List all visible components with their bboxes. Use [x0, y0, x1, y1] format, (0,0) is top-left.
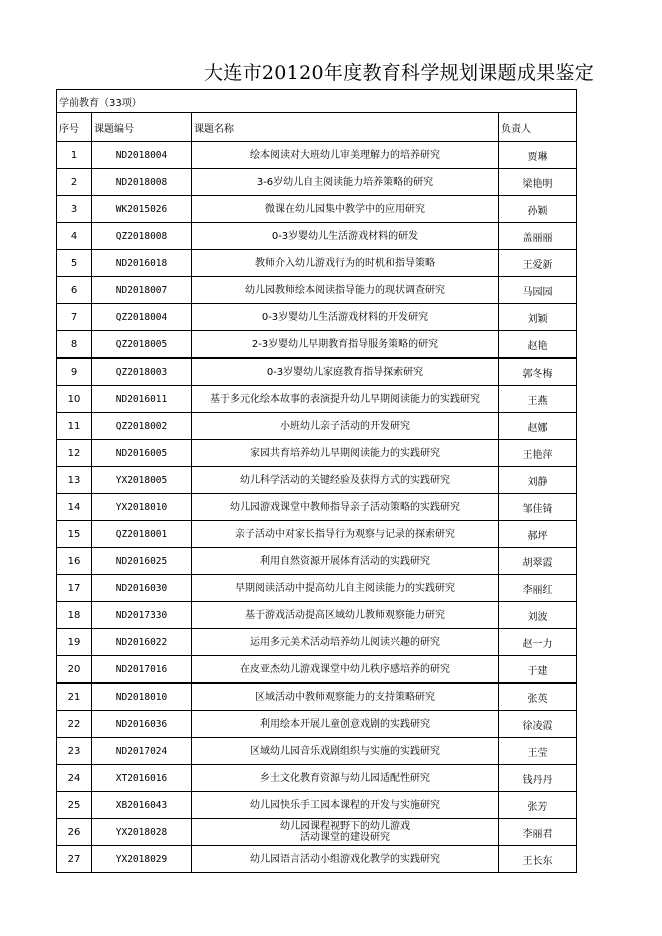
- row-code-cell: QZ2018001: [92, 521, 192, 548]
- row-seq-cell: 21: [57, 683, 92, 711]
- table-row: [57, 629, 577, 656]
- row-leader-cell: 李丽红: [499, 575, 577, 602]
- row-code-cell: QZ2018005: [92, 331, 192, 359]
- row-name-cell: 绘本阅读对大班幼儿审美理解力的培养研究: [192, 142, 499, 169]
- row-code-cell: QZ2018004: [92, 304, 192, 331]
- row-seq-cell: 1: [57, 142, 92, 169]
- row-seq-cell: 5: [57, 250, 92, 277]
- row-name-cell: 基于多元化绘本故事的表演提升幼儿早期阅读能力的实践研究: [192, 386, 499, 413]
- table-row: [57, 494, 577, 521]
- table-row: [57, 304, 577, 331]
- row-seq-cell: 26: [57, 819, 92, 846]
- table-row: [57, 521, 577, 548]
- row-leader-cell: 王长东: [499, 846, 577, 873]
- table-row: [57, 223, 577, 250]
- row-leader-cell: 钱丹丹: [499, 765, 577, 792]
- row-leader-cell: 王莹: [499, 738, 577, 765]
- row-seq-cell: 16: [57, 548, 92, 575]
- row-leader-cell: 邹佳锜: [499, 494, 577, 521]
- row-seq-cell: 23: [57, 738, 92, 765]
- row-name-cell: 区域活动中教师观察能力的支持策略研究: [192, 683, 499, 711]
- row-leader-cell: 贾琳: [499, 142, 577, 169]
- row-leader-cell: 于建: [499, 656, 577, 684]
- table-row: [57, 765, 577, 792]
- header-row: [57, 113, 577, 142]
- row-code-cell: ND2018004: [92, 142, 192, 169]
- table-row: [57, 575, 577, 602]
- header-name: 课题名称: [192, 113, 499, 142]
- row-leader-cell: 张芳: [499, 792, 577, 819]
- row-seq-cell: 7: [57, 304, 92, 331]
- category-row: [57, 90, 577, 113]
- table-row: [57, 819, 577, 846]
- row-seq-cell: 3: [57, 196, 92, 223]
- table-row: [57, 548, 577, 575]
- row-name-cell: 早期阅读活动中提高幼儿自主阅读能力的实践研究: [192, 575, 499, 602]
- row-code-cell: ND2018010: [92, 683, 192, 711]
- row-code-cell: YX2018029: [92, 846, 192, 873]
- row-code-cell: ND2017330: [92, 602, 192, 629]
- row-code-cell: ND2018007: [92, 277, 192, 304]
- row-name-cell: 利用绘本开展儿童创意戏剧的实践研究: [192, 711, 499, 738]
- row-leader-cell: 刘波: [499, 602, 577, 629]
- table-row: [57, 792, 577, 819]
- row-code-cell: ND2017016: [92, 656, 192, 684]
- table-row: [57, 711, 577, 738]
- row-seq-cell: 15: [57, 521, 92, 548]
- row-leader-cell: 孙颖: [499, 196, 577, 223]
- row-seq-cell: 27: [57, 846, 92, 873]
- category-label: 学前教育（33项）: [57, 90, 577, 113]
- row-seq-cell: 24: [57, 765, 92, 792]
- table-row: [57, 846, 577, 873]
- row-leader-cell: 李丽君: [499, 819, 577, 846]
- row-name-cell: 微课在幼儿园集中教学中的应用研究: [192, 196, 499, 223]
- row-name-cell: 幼儿园教师绘本阅读指导能力的现状调查研究: [192, 277, 499, 304]
- row-name-cell: 幼儿科学活动的关键经验及获得方式的实践研究: [192, 467, 499, 494]
- header-leader: 负责人: [499, 113, 577, 142]
- row-seq-cell: 2: [57, 169, 92, 196]
- row-seq-cell: 6: [57, 277, 92, 304]
- table-row: [57, 250, 577, 277]
- row-code-cell: YX2018005: [92, 467, 192, 494]
- row-leader-cell: 郭冬梅: [499, 358, 577, 386]
- table-row: [57, 142, 577, 169]
- table-row: [57, 413, 577, 440]
- row-code-cell: ND2016022: [92, 629, 192, 656]
- row-leader-cell: 张英: [499, 683, 577, 711]
- row-leader-cell: 刘静: [499, 467, 577, 494]
- row-seq-cell: 9: [57, 358, 92, 386]
- table-row: [57, 656, 577, 684]
- row-code-cell: ND2018008: [92, 169, 192, 196]
- row-code-cell: ND2016036: [92, 711, 192, 738]
- table-row: [57, 358, 577, 386]
- row-leader-cell: 郝坪: [499, 521, 577, 548]
- row-leader-cell: 徐凌霞: [499, 711, 577, 738]
- row-code-cell: XT2016016: [92, 765, 192, 792]
- row-seq-cell: 12: [57, 440, 92, 467]
- header-seq: 序号: [57, 113, 92, 142]
- row-code-cell: ND2016011: [92, 386, 192, 413]
- table-row: [57, 440, 577, 467]
- row-name-cell: 2-3岁婴幼儿早期教育指导服务策略的研究: [192, 331, 499, 359]
- row-name-cell: 幼儿园游戏课堂中教师指导亲子活动策略的实践研究: [192, 494, 499, 521]
- row-name-cell: 利用自然资源开展体育活动的实践研究: [192, 548, 499, 575]
- row-name-cell: 幼儿园课程视野下的幼儿游戏 活动课堂的建设研究: [192, 819, 499, 846]
- row-seq-cell: 10: [57, 386, 92, 413]
- row-code-cell: XB2016043: [92, 792, 192, 819]
- row-leader-cell: 盖丽丽: [499, 223, 577, 250]
- table-row: [57, 467, 577, 494]
- row-code-cell: QZ2018002: [92, 413, 192, 440]
- row-name-cell: 基于游戏活动提高区域幼儿教师观察能力研究: [192, 602, 499, 629]
- row-seq-cell: 18: [57, 602, 92, 629]
- row-name-cell: 幼儿园语言活动小组游戏化教学的实践研究: [192, 846, 499, 873]
- row-name-cell: 区域幼儿园音乐戏剧组织与实施的实践研究: [192, 738, 499, 765]
- row-seq-cell: 17: [57, 575, 92, 602]
- row-code-cell: ND2016005: [92, 440, 192, 467]
- table-row: [57, 331, 577, 359]
- table-row: [57, 196, 577, 223]
- row-code-cell: ND2017024: [92, 738, 192, 765]
- row-name-cell: 教师介入幼儿游戏行为的时机和指导策略: [192, 250, 499, 277]
- row-name-cell: 0-3岁婴幼儿生活游戏材料的研发: [192, 223, 499, 250]
- row-name-cell: 家园共育培养幼儿早期阅读能力的实践研究: [192, 440, 499, 467]
- row-leader-cell: 胡翠霞: [499, 548, 577, 575]
- row-code-cell: YX2018010: [92, 494, 192, 521]
- row-name-cell: 在皮亚杰幼儿游戏课堂中幼儿秩序感培养的研究: [192, 656, 499, 684]
- row-leader-cell: 赵一力: [499, 629, 577, 656]
- table-row: [57, 277, 577, 304]
- row-code-cell: QZ2018008: [92, 223, 192, 250]
- row-leader-cell: 赵娜: [499, 413, 577, 440]
- table-row: [57, 602, 577, 629]
- table-row: [57, 683, 577, 711]
- row-seq-cell: 13: [57, 467, 92, 494]
- row-code-cell: ND2016030: [92, 575, 192, 602]
- row-leader-cell: 马园园: [499, 277, 577, 304]
- row-seq-cell: 4: [57, 223, 92, 250]
- row-name-cell: 0-3岁婴幼儿家庭教育指导探索研究: [192, 358, 499, 386]
- table-row: [57, 169, 577, 196]
- results-table: [56, 89, 577, 873]
- row-name-cell: 幼儿园快乐手工园本课程的开发与实施研究: [192, 792, 499, 819]
- row-seq-cell: 14: [57, 494, 92, 521]
- row-code-cell: WK2015026: [92, 196, 192, 223]
- row-seq-cell: 19: [57, 629, 92, 656]
- row-leader-cell: 刘颖: [499, 304, 577, 331]
- row-seq-cell: 8: [57, 331, 92, 359]
- row-leader-cell: 王艳萍: [499, 440, 577, 467]
- row-name-cell: 3-6岁幼儿自主阅读能力培养策略的研究: [192, 169, 499, 196]
- row-code-cell: QZ2018003: [92, 358, 192, 386]
- row-leader-cell: 王燕: [499, 386, 577, 413]
- row-name-cell: 运用多元美术活动培养幼儿阅读兴趣的研究: [192, 629, 499, 656]
- row-seq-cell: 20: [57, 656, 92, 684]
- table-row: [57, 738, 577, 765]
- row-name-cell: 0-3岁婴幼儿生活游戏材料的开发研究: [192, 304, 499, 331]
- row-name-cell: 亲子活动中对家长指导行为观察与记录的探索研究: [192, 521, 499, 548]
- table-row: [57, 386, 577, 413]
- row-leader-cell: 梁艳明: [499, 169, 577, 196]
- row-leader-cell: 赵艳: [499, 331, 577, 359]
- row-code-cell: YX2018028: [92, 819, 192, 846]
- row-code-cell: ND2016018: [92, 250, 192, 277]
- row-name-cell: 小班幼儿亲子活动的开发研究: [192, 413, 499, 440]
- page-title: 大连市20120年度教育科学规划课题成果鉴定: [204, 62, 595, 84]
- row-name-cell: 乡土文化教育资源与幼儿园适配性研究: [192, 765, 499, 792]
- row-seq-cell: 22: [57, 711, 92, 738]
- row-leader-cell: 王爱新: [499, 250, 577, 277]
- row-code-cell: ND2016025: [92, 548, 192, 575]
- row-seq-cell: 11: [57, 413, 92, 440]
- header-code: 课题编号: [92, 113, 192, 142]
- row-seq-cell: 25: [57, 792, 92, 819]
